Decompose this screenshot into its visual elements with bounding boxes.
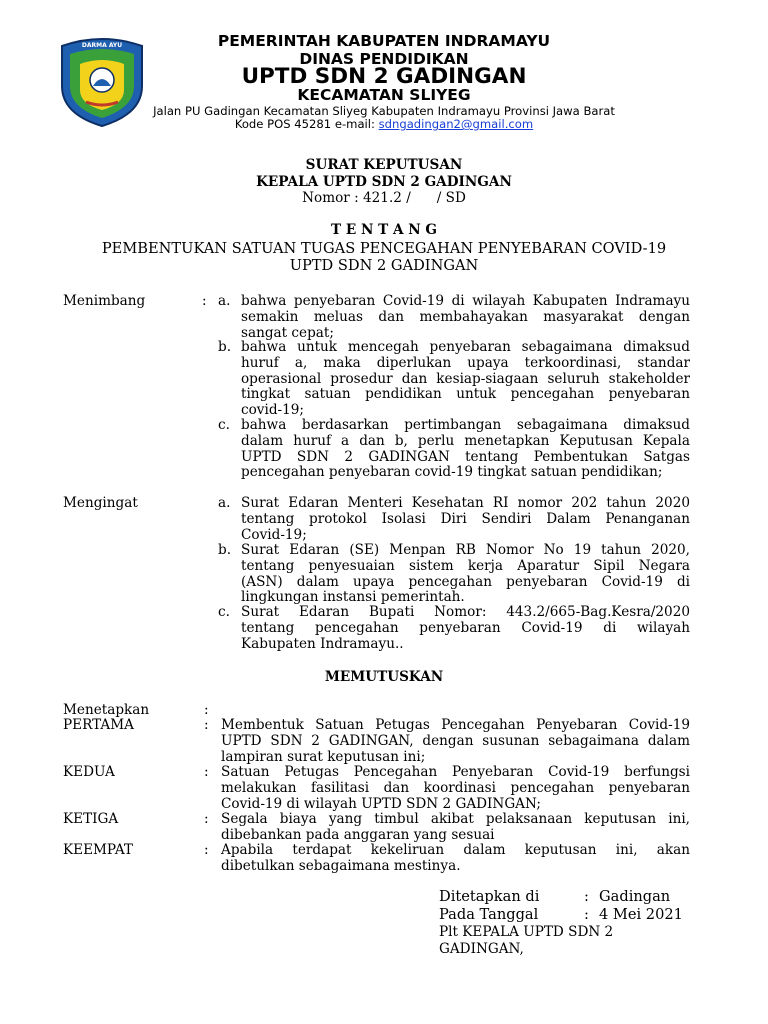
- text-line: Membentuk Satuan Petugas Pencegahan Penyebaran Covid-19: [221, 717, 690, 733]
- dept-name: DINAS PENDIDIKAN: [299, 50, 469, 68]
- menimbang-colon: :: [202, 293, 207, 309]
- postal-code: Kode POS 45281 e-mail:: [234, 117, 379, 131]
- district-name: KECAMATAN SLIYEG: [297, 86, 471, 104]
- text-line: tentang penyesuaian sistem kerja Aparatur Sipil Negara: [241, 557, 690, 574]
- decision-label-ketiga: KETIGA: [63, 811, 119, 827]
- date-row: [439, 906, 739, 924]
- place-value: Gadingan: [599, 888, 671, 905]
- text-line: dibetulkan sebagaimana mestinya.: [221, 857, 461, 874]
- decision-label-kedua: KEDUA: [63, 764, 115, 780]
- menetapkan-colon: :: [204, 702, 209, 718]
- decision-colon: :: [204, 842, 209, 858]
- text-line: tingkat satuan pendidikan untuk pencegahan penyebaran: [241, 386, 690, 403]
- text-line: UPTD SDN 2 GADINGAN, dengan susunan sebagaimana dalam: [221, 732, 690, 749]
- text-line: UPTD SDN 2 GADINGAN tentang Pembentukan Satgas: [241, 448, 690, 465]
- text-line: covid-19;: [241, 402, 304, 419]
- decision-colon: :: [204, 764, 209, 780]
- mengingat-item-a: [241, 496, 690, 543]
- text-line: Surat Edaran Bupati Nomor: 443.2/665-Bag.Kesra/2020: [241, 604, 690, 620]
- menimbang-c-marker: c.: [218, 417, 230, 433]
- text-line: Satuan Petugas Pencegahan Penyebaran Covid-19 berfungsi: [221, 764, 690, 780]
- email-link[interactable]: sdngadingan2@gmail.com: [378, 117, 534, 131]
- subject-line-2: UPTD SDN 2 GADINGAN: [289, 257, 479, 274]
- mengingat-item-c: [241, 605, 690, 652]
- mengingat-label: Mengingat: [63, 495, 138, 511]
- text-line: Surat Edaran Menteri Kesehatan RI nomor 202 tahun 2020: [241, 495, 690, 511]
- text-line: dalam huruf a dan b, perlu menetapkan Keputusan Kepala: [241, 432, 690, 449]
- menimbang-a-marker: a.: [218, 293, 231, 309]
- text-line: Surat Edaran (SE) Menpan RB Nomor No 19 tahun 2020,: [241, 542, 690, 558]
- place-colon: :: [584, 888, 589, 905]
- text-line: melakukan fasilitasi dan koordinasi pencegahan penyebaran: [221, 779, 690, 796]
- mengingat-c-marker: c.: [218, 604, 230, 620]
- signature-block: [439, 888, 739, 958]
- mengingat-b-marker: b.: [218, 542, 232, 558]
- decision-colon: :: [204, 717, 209, 733]
- signatory-position-1: Plt KEPALA UPTD SDN 2: [439, 924, 614, 940]
- text-line: huruf a, maka diperlukan upaya terkoordinasi, standar: [241, 354, 690, 371]
- text-line: Apabila terdapat kekeliruan dalam keputusan ini, akan: [221, 842, 690, 858]
- menimbang-b-marker: b.: [218, 339, 232, 355]
- text-line: (ASN) dalam upaya pencegahan penyebaran Covid-19 di: [241, 573, 690, 590]
- date-value: 4 Mei 2021: [599, 906, 683, 923]
- text-line: Segala biaya yang timbul akibat pelaksanaan keputusan ini,: [221, 811, 690, 827]
- decision-kedua: [221, 765, 690, 812]
- text-line: dibebankan pada anggaran yang sesuai: [221, 826, 495, 843]
- memutuskan-heading: MEMUTUSKAN: [324, 669, 444, 685]
- menimbang-item-c: [241, 418, 690, 481]
- text-line: sangat cepat;: [241, 324, 334, 341]
- text-line: tentang pencegahan penyebaran Covid-19 di wilayah: [241, 619, 690, 636]
- menetapkan-label: Menetapkan: [63, 702, 150, 718]
- text-line: pencegahan penyebaran covid-19 tingkat satuan pendidikan;: [241, 464, 663, 481]
- text-line: Covid-19;: [241, 526, 307, 543]
- decision-pertama: [221, 718, 690, 765]
- date-label: Pada Tanggal: [439, 906, 539, 923]
- subject-heading: T E N T A N G: [331, 222, 437, 238]
- mengingat-item-b: [241, 543, 690, 606]
- text-line: bahwa untuk mencegah penyebaran sebagaimana dimaksud: [241, 339, 690, 355]
- place-label: Ditetapkan di: [439, 888, 540, 905]
- decree-subtitle: KEPALA UPTD SDN 2 GADINGAN: [256, 174, 512, 190]
- text-line: semakin meluas dan membahayakan masyarakat dengan: [241, 308, 690, 325]
- text-line: lingkungan instansi pemerintah.: [241, 589, 465, 606]
- decision-keempat: [221, 843, 690, 875]
- postal-email: [120, 117, 648, 131]
- menimbang-item-b: [241, 340, 690, 419]
- text-line: bahwa penyebaran Covid-19 di wilayah Kabupaten Indramayu: [241, 293, 690, 309]
- gov-name: PEMERINTAH KABUPATEN INDRAMAYU: [217, 32, 551, 50]
- decision-label-pertama: PERTAMA: [63, 717, 134, 733]
- decision-colon: :: [204, 811, 209, 827]
- menimbang-label: Menimbang: [63, 293, 146, 309]
- text-line: lampiran surat keputusan ini;: [221, 748, 426, 765]
- signatory-position-2: GADINGAN,: [439, 941, 524, 957]
- menimbang-item-a: [241, 294, 690, 341]
- text-line: bahwa berdasarkan pertimbangan sebagaimana dimaksud: [241, 417, 690, 433]
- text-line: Kabupaten Indramayu..: [241, 635, 404, 652]
- text-line: Covid-19 di wilayah UPTD SDN 2 GADINGAN;: [221, 795, 541, 812]
- date-colon: :: [584, 906, 589, 923]
- place-row: [439, 888, 739, 906]
- subject-line-1: PEMBENTUKAN SATUAN TUGAS PENCEGAHAN PENYEBARAN COVID-19: [101, 240, 667, 257]
- decree-number: Nomor : 421.2 / / SD: [302, 190, 466, 206]
- decision-ketiga: [221, 812, 690, 844]
- school-name: UPTD SDN 2 GADINGAN: [241, 64, 527, 89]
- address: Jalan PU Gadingan Kecamatan Sliyeg Kabupaten Indramayu Provinsi Jawa Barat: [153, 104, 615, 118]
- decree-title: SURAT KEPUTUSAN: [305, 157, 463, 173]
- text-line: tentang protokol Isolasi Diri Sendiri Dalam Penanganan: [241, 510, 690, 527]
- decision-label-keempat: KEEMPAT: [63, 842, 133, 858]
- text-line: operasional prosedur dan kesiap-siagaan seluruh stakeholder: [241, 370, 690, 387]
- logo-lettering: DARMA AYU: [81, 42, 123, 49]
- mengingat-a-marker: a.: [218, 495, 231, 511]
